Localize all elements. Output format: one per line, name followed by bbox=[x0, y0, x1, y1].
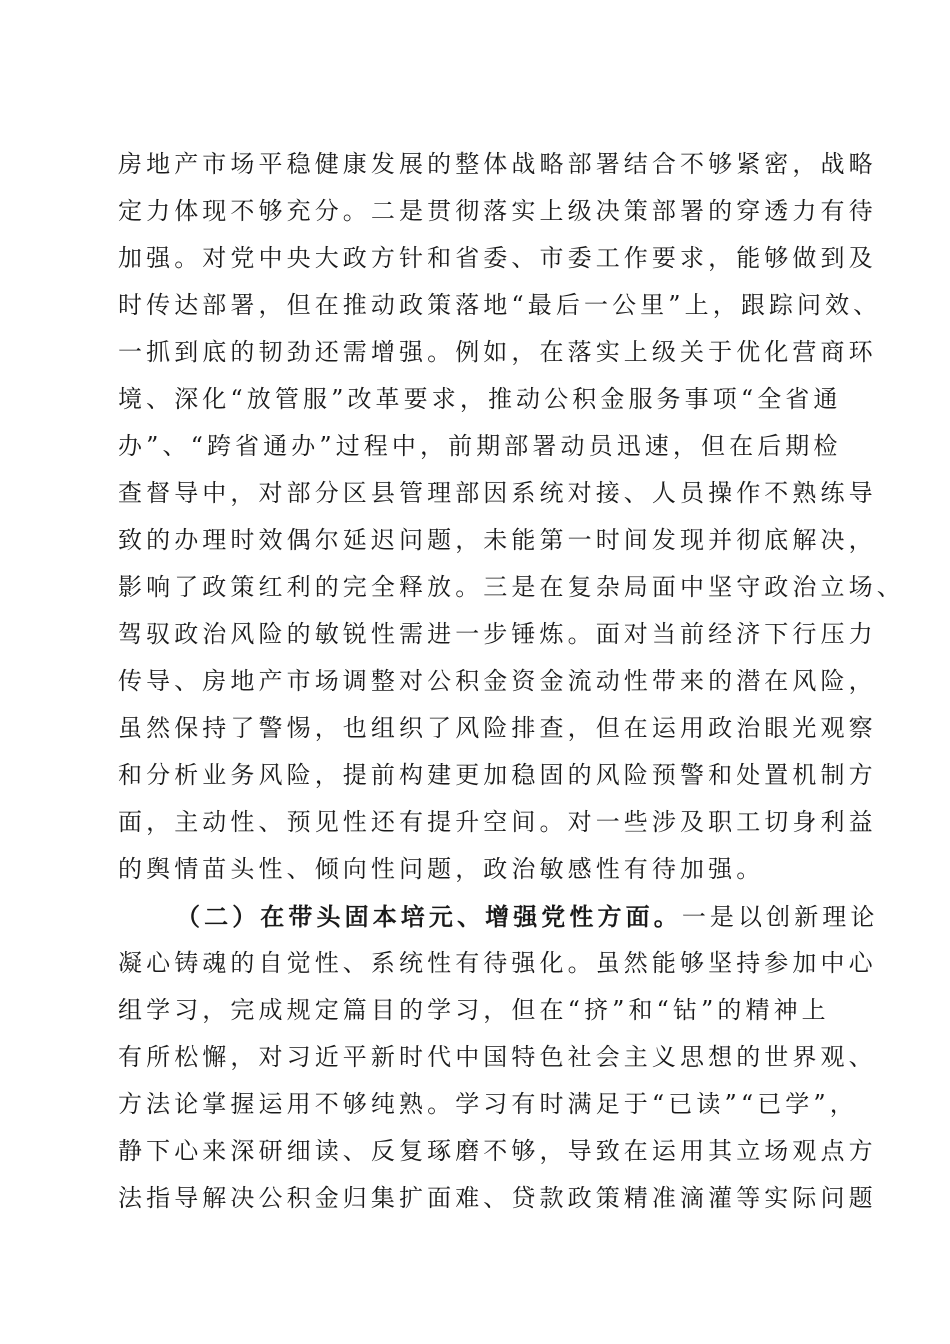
section-heading: （二）在带头固本培元、增强党性方面。 bbox=[176, 902, 682, 931]
text-line: 查督导中，对部分区县管理部因系统对接、人员操作不熟练导 bbox=[118, 479, 877, 507]
text-line: 时传达部署，但在推动政策落地“最后一公里”上，跟踪问效、 bbox=[118, 291, 882, 319]
text-line: 虽然保持了警惕，也组织了风险排查，但在运用政治眼光观察 bbox=[118, 714, 877, 742]
text-line: 房地产市场平稳健康发展的整体战略部署结合不够紧密，战略 bbox=[118, 150, 877, 178]
text-line: 和分析业务风险，提前构建更加稳固的风险预警和处置机制方 bbox=[118, 761, 877, 789]
text-line: 凝心铸魂的自觉性、系统性有待强化。虽然能够坚持参加中心 bbox=[118, 949, 877, 977]
text-line: 境、深化“放管服”改革要求，推动公积金服务事项“全省通 bbox=[118, 385, 842, 413]
text-line: 有所松懈，对习近平新时代中国特色社会主义思想的世界观、 bbox=[118, 1043, 877, 1071]
section-first-line bbox=[118, 893, 879, 940]
text-line: 驾驭政治风险的敏锐性需进一步锤炼。面对当前经济下行压力 bbox=[118, 620, 877, 648]
section-first-line-text: 一是以创新理论 bbox=[681, 903, 879, 931]
text-line: 的舆情苗头性、倾向性问题，政治敏感性有待加强。 bbox=[118, 855, 765, 883]
text-line: 办”、“跨省通办”过程中，前期部署动员迅速，但在后期检 bbox=[118, 432, 842, 460]
text-line: 静下心来深研细读、反复琢磨不够，导致在运用其立场观点方 bbox=[118, 1137, 877, 1165]
text-line: 传导、房地产市场调整对公积金资金流动性带来的潜在风险， bbox=[118, 667, 877, 695]
text-line: 组学习，完成规定篇目的学习，但在“挤”和“钻”的精神上 bbox=[118, 996, 830, 1024]
text-line: 方法论掌握运用不够纯熟。学习有时满足于“已读”“已学”， bbox=[118, 1090, 858, 1118]
text-line: 加强。对党中央大政方针和省委、市委工作要求，能够做到及 bbox=[118, 244, 877, 272]
text-line: 致的办理时效偶尔延迟问题，未能第一时间发现并彻底解决， bbox=[118, 526, 877, 554]
text-line: 一抓到底的韧劲还需增强。例如，在落实上级关于优化营商环 bbox=[118, 338, 877, 366]
text-line: 影响了政策红利的完全释放。三是在复杂局面中坚守政治立场、 bbox=[118, 573, 905, 601]
text-line: 面，主动性、预见性还有提升空间。对一些涉及职工切身利益 bbox=[118, 808, 877, 836]
text-line: 定力体现不够充分。二是贯彻落实上级决策部署的穿透力有待 bbox=[118, 197, 877, 225]
document-body bbox=[118, 141, 905, 1222]
text-line: 法指导解决公积金归集扩面难、贷款政策精准滴灌等实际问题 bbox=[118, 1184, 877, 1212]
